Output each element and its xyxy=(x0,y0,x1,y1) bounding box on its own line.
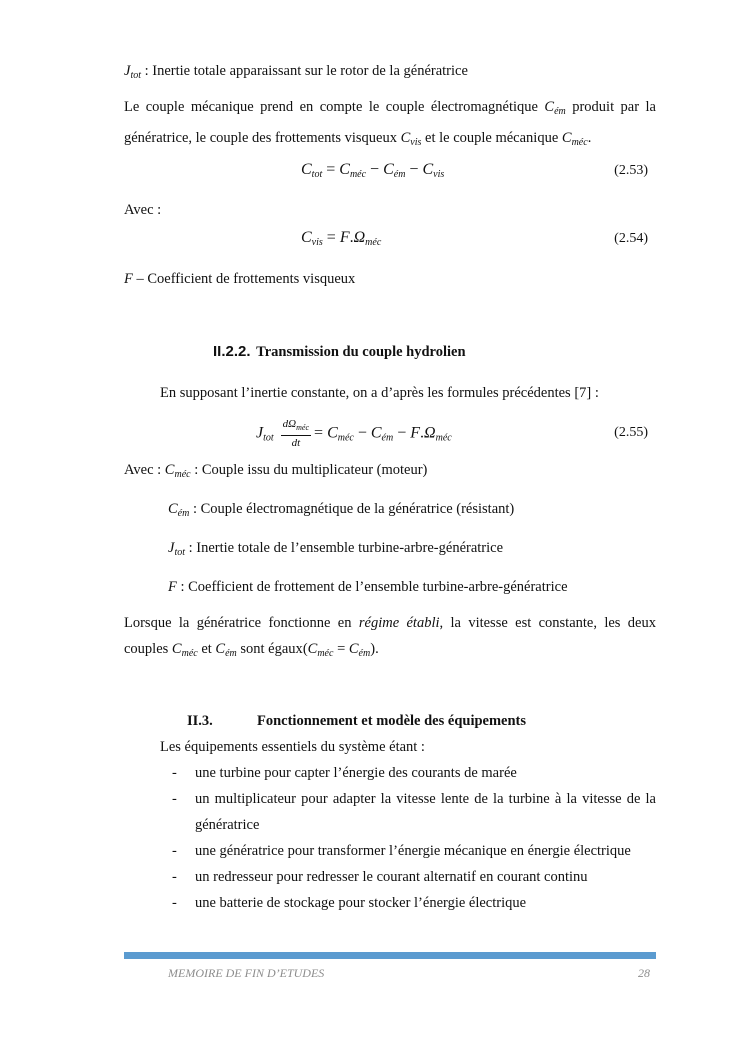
jtot-definition: $J_{tot}$ : Inertie totale apparaissant sur le rotor de la génératrice xyxy=(124,63,468,81)
equation-2-54: $C_{vis} = F.\Omega_{méc}$ xyxy=(301,229,382,248)
definition-cmec: Avec : $C_{méc}$ : Couple issu du multiplicateur (moteur) xyxy=(124,462,428,480)
list-item: un multiplicateur pour adapter la vitesse lente de la turbine à la vitesse de la xyxy=(195,791,656,807)
couple-paragraph: Le couple mécanique prend en compte le couple électromagnétique $C_{ém}$ produit par la génératrice, le couple des frottements visqueux $C_{vis}$ et le couple mécanique $C_{méc}$. xyxy=(124,99,656,148)
footer-rule xyxy=(124,952,656,959)
equipment-intro: Les équipements essentiels du système étant : xyxy=(160,739,425,755)
equation-2-53: $C_{tot} = C_{méc} - C_{ém} - C_{vis}$ xyxy=(301,161,445,180)
list-item: un redresseur pour redresser le courant alternatif en courant continu xyxy=(195,869,588,885)
section-number: II.3. xyxy=(187,713,213,729)
definition-cem: $C_{ém}$ : Couple électromagnétique de la génératrice (résistant) xyxy=(168,501,515,519)
page-number: 28 xyxy=(638,966,650,980)
section-number: II.2.2. xyxy=(213,343,251,360)
definition-jtot: $J_{tot}$ : Inertie totale de l’ensemble turbine-arbre-génératrice xyxy=(168,540,504,558)
list-item: une génératrice pour transformer l’énergie mécanique en énergie électrique xyxy=(195,843,631,859)
list-item-continuation: génératrice xyxy=(195,817,260,833)
derivative-fraction: $\frac{d\Omega_{méc}}{dt}$ xyxy=(282,418,310,449)
avec-label: Avec : xyxy=(124,202,162,218)
equation-2-55: $J_{tot}$ $\frac{d\Omega_{méc}}{dt}$ = $C_{méc} - C_{ém} - F.\Omega_{méc}$ xyxy=(256,418,452,449)
list-bullet: - xyxy=(172,765,177,781)
list-bullet: - xyxy=(172,843,177,859)
equation-number-2-55: (2.55) xyxy=(614,425,648,440)
steady-state-paragraph: Lorsque la génératrice fonctionne en régime établi, la vitesse est constante, les deux couples $C_{méc}$ et $C_{ém}$ sont $égaux(C_{méc} = C_{ém})$. xyxy=(124,615,656,659)
list-item: une turbine pour capter l’énergie des courants de marée xyxy=(195,765,517,781)
section-heading-2-2-2 xyxy=(213,343,466,361)
f-definition: F – Coefficient de frottements visqueux xyxy=(124,271,356,287)
section-heading-2-3 xyxy=(187,713,213,730)
list-bullet: - xyxy=(172,791,177,807)
equation-number-2-54: (2.54) xyxy=(614,231,648,246)
inertia-paragraph: En supposant l’inertie constante, on a d’après les formules précédentes [7] : xyxy=(160,385,599,401)
list-item: une batterie de stockage pour stocker l’énergie électrique xyxy=(195,895,527,911)
list-bullet: - xyxy=(172,895,177,911)
section-title-2-3: Fonctionnement et modèle des équipements xyxy=(257,713,527,729)
footer-title: MEMOIRE DE FIN D’ETUDES xyxy=(168,966,325,980)
equation-number-2-53: (2.53) xyxy=(614,163,648,178)
definition-f: F : Coefficient de frottement de l’ensemble turbine-arbre-génératrice xyxy=(168,579,568,595)
section-title: Transmission du couple hydrolien xyxy=(256,344,466,360)
list-bullet: - xyxy=(172,869,177,885)
